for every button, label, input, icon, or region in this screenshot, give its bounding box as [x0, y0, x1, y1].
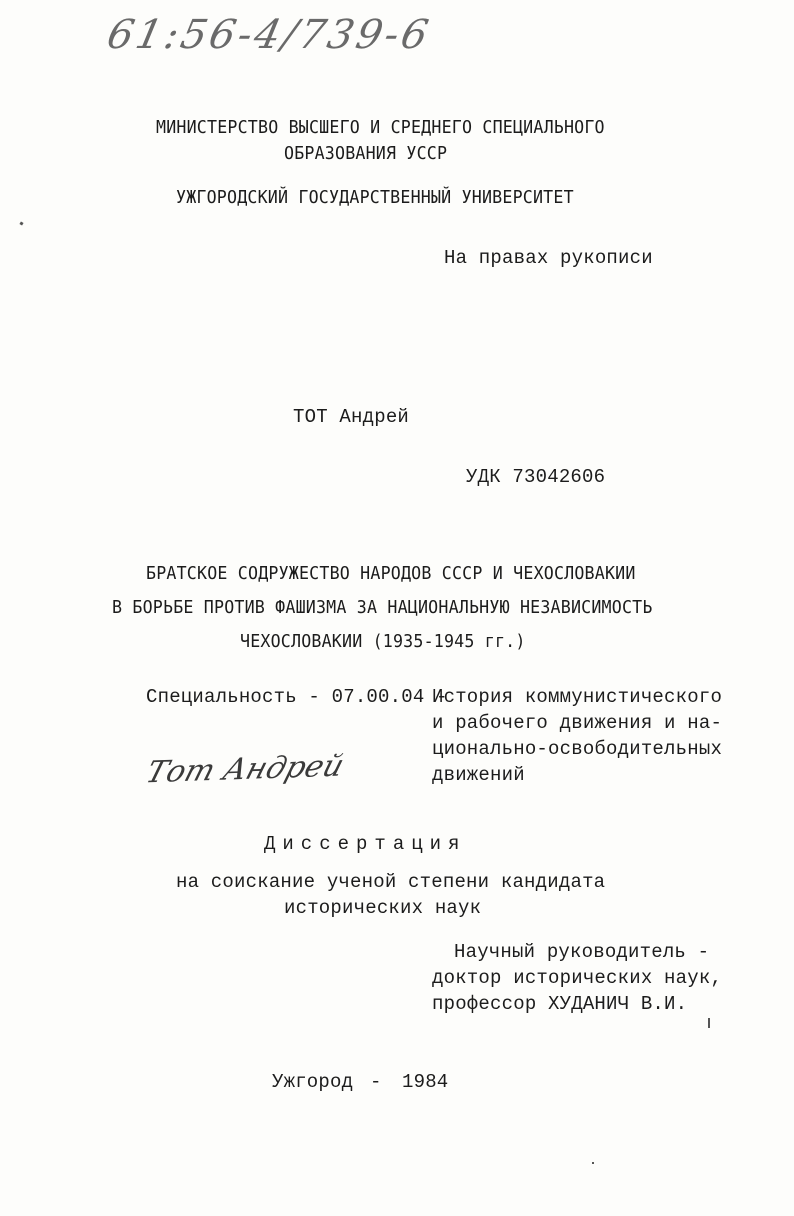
supervisor-line-2: доктор исторических наук,: [432, 967, 723, 989]
specialty-line-4: движений: [432, 764, 525, 786]
archive-number: 61:56-4/739-6: [103, 12, 435, 58]
footer-dash: -: [370, 1071, 382, 1093]
stray-mark: [19, 221, 23, 225]
dissertation-line-1: на соискание ученой степени кандидата: [176, 871, 606, 893]
specialty-label: Специальность - 07.00.04 -: [146, 686, 448, 708]
university-name: УЖГОРОДСКИЙ ГОСУДАРСТВЕННЫЙ УНИВЕРСИТЕТ: [176, 188, 574, 208]
footer-year: 1984: [402, 1071, 449, 1093]
dissertation-line-2: исторических наук: [284, 897, 482, 919]
title-line-2: В БОРЬБЕ ПРОТИВ ФАШИЗМА ЗА НАЦИОНАЛЬНУЮ НЕЗАВИСИМОСТЬ: [112, 598, 653, 618]
footer-city: Ужгород: [272, 1071, 354, 1093]
udc-code: УДК 73042606: [466, 466, 606, 488]
stray-mark: [708, 1018, 710, 1028]
title-line-1: БРАТСКОЕ СОДРУЖЕСТВО НАРОДОВ СССР И ЧЕХОСЛОВАКИИ: [146, 564, 636, 584]
ministry-line-2: ОБРАЗОВАНИЯ УССР: [284, 144, 448, 164]
supervisor-line-1: Научный руководитель -: [454, 941, 710, 963]
supervisor-line-3: профессор ХУДАНИЧ В.И.: [432, 993, 688, 1015]
ministry-line-1: МИНИСТЕРСТВО ВЫСШЕГО И СРЕДНЕГО СПЕЦИАЛЬНОГО: [156, 118, 605, 138]
manuscript-note: На правах рукописи: [444, 247, 653, 269]
specialty-line-2: и рабочего движения и на-: [432, 712, 723, 734]
title-line-3: ЧЕХОСЛОВАКИИ (1935-1945 гг.): [240, 632, 526, 652]
dissertation-heading: Диссертация: [264, 833, 467, 855]
stray-mark: [592, 1162, 594, 1164]
author-name: ТОТ Андрей: [293, 406, 410, 428]
specialty-line-3: ционально-освободительных: [432, 738, 723, 760]
author-signature: Тот Андрей: [141, 748, 348, 791]
specialty-line-1: История коммунистического: [432, 686, 723, 708]
